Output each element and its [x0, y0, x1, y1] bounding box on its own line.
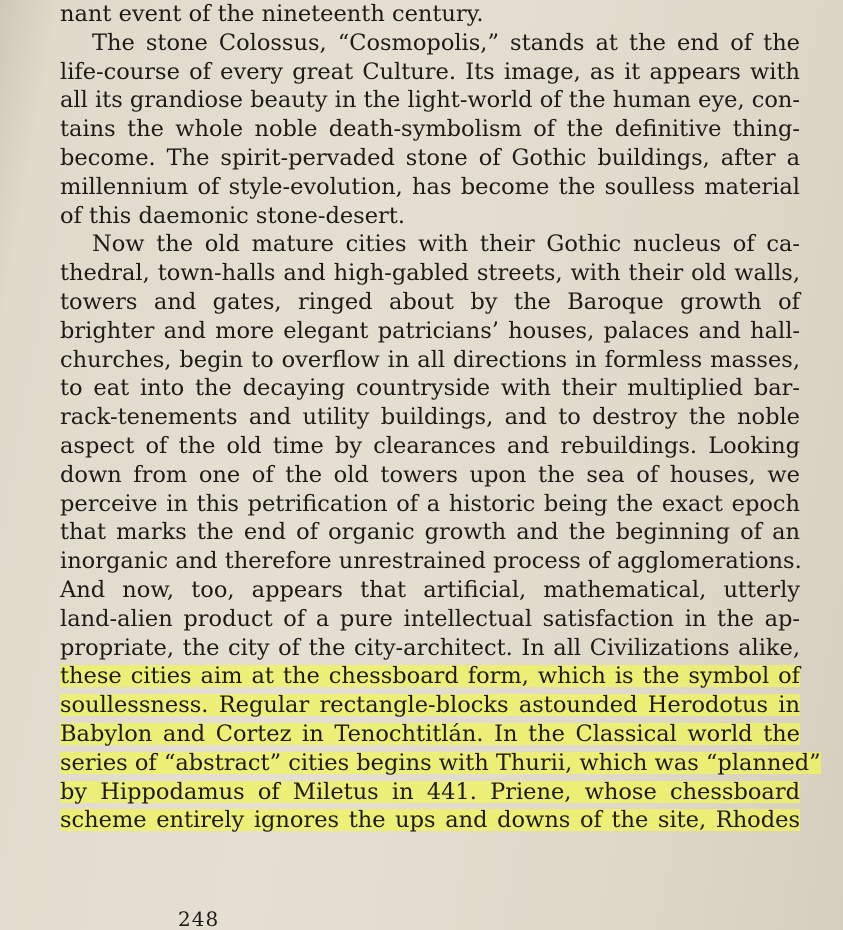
- text-line-28: [60, 778, 800, 807]
- text-line-25: [60, 691, 800, 720]
- text-line-23: propriate, the city of the city-architect. In all Civilizations alike,: [60, 634, 800, 661]
- text-line-24: [60, 662, 800, 691]
- text-line-12: brighter and more elegant patricians’ houses, palaces and hall-: [60, 317, 800, 344]
- highlight: Babylon and Cortez in Tenochtitlán. In the Classical world the: [60, 720, 800, 747]
- text-line-26: [60, 720, 800, 749]
- text-line-4: all its grandiose beauty in the light-world of the human eye, con-: [60, 87, 801, 114]
- text-line-5: tains the whole noble death-symbolism of the definitive thing-: [60, 116, 800, 143]
- text-line-13: churches, begin to overflow in all directions in formless masses,: [60, 346, 800, 373]
- page-number: 248: [178, 907, 220, 930]
- text-line-14: to eat into the decaying countryside with their multiplied bar-: [60, 375, 800, 402]
- highlight: by Hippodamus of Miletus in 441. Priene, whose chessboard: [60, 778, 800, 805]
- text-line-27: [60, 749, 821, 778]
- text-line-17: down from one of the old towers upon the sea of houses, we: [60, 461, 800, 488]
- text-line-18: perceive in this petrification of a historic being the exact epoch: [60, 490, 800, 517]
- text-line-7: millennium of style-evolution, has become the soulless material: [60, 173, 800, 200]
- text-line-21: And now, too, appears that artificial, mathematical, utterly: [60, 576, 800, 603]
- text-line-8: of this daemonic stone-desert.: [60, 202, 405, 229]
- text-line-11: towers and gates, ringed about by the Baroque growth of: [60, 288, 800, 315]
- text-line-9: Now the old mature cities with their Gothic nucleus of ca-: [92, 231, 800, 258]
- text-line-22: land-alien product of a pure intellectual satisfaction in the ap-: [60, 605, 800, 632]
- text-line-29: [60, 806, 800, 835]
- text-line-19: that marks the end of organic growth and the beginning of an: [60, 519, 800, 546]
- text-line-16: aspect of the old time by clearances and rebuildings. Looking: [60, 432, 800, 459]
- highlight: these cities aim at the chessboard form, which is the symbol of: [60, 663, 800, 690]
- text-line-3: life-course of every great Culture. Its image, as it appears with: [60, 58, 800, 85]
- text-line-1: nant event of the nineteenth century.: [60, 1, 484, 27]
- text-line-2: The stone Colossus, “Cosmopolis,” stands at the end of the: [92, 29, 800, 56]
- text-line-20: inorganic and therefore unrestrained process of agglomerations.: [60, 548, 802, 575]
- text-line-6: become. The spirit-pervaded stone of Gothic buildings, after a: [60, 144, 800, 171]
- text-line-10: thedral, town-halls and high-gabled streets, with their old walls,: [60, 260, 800, 287]
- body-text: [60, 0, 821, 835]
- highlight: soullessness. Regular rectangle-blocks astounded Herodotus in: [60, 692, 800, 719]
- highlight: scheme entirely ignores the ups and downs of the site, Rhodes: [60, 807, 800, 834]
- highlight: series of “abstract” cities begins with Thurii, which was “planned”: [60, 749, 821, 776]
- text-line-15: rack-tenements and utility buildings, and to destroy the noble: [60, 404, 800, 431]
